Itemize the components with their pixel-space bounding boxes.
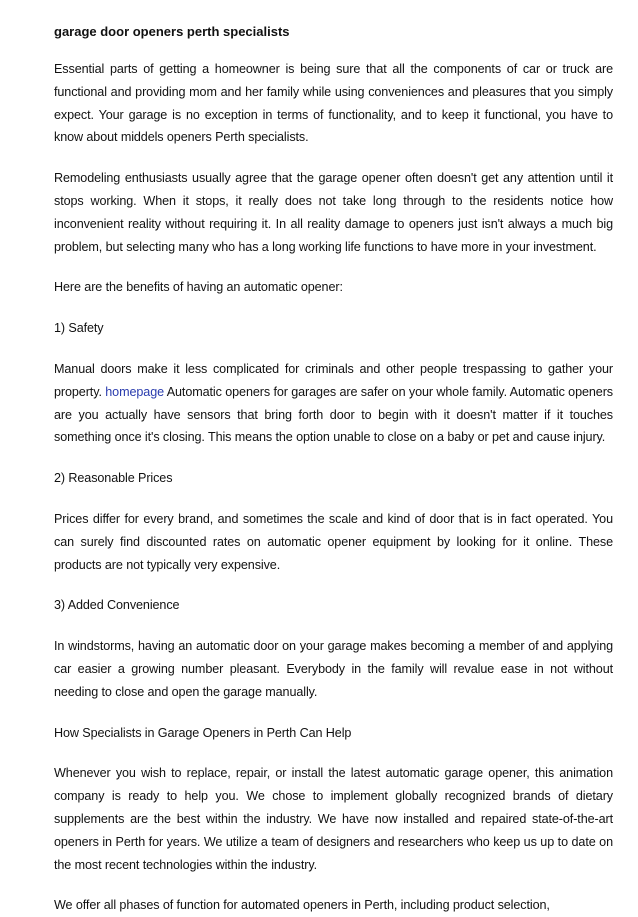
benefits-intro: Here are the benefits of having an automatic opener: [54,280,343,295]
prices-heading: 2) Reasonable Prices [54,471,173,486]
convenience-heading: 3) Added Convenience [54,598,180,613]
intro-paragraph: Essential parts of getting a homeowner is being sure that all the components of car or truck are functional and providing mom and her family while using conveniences and pleasures that you simply expect. Your garage is no exception in terms of functionality, and to keep it functional, you have to know about middels openers Perth specialists. [54,62,613,145]
safety-paragraph [54,358,613,449]
specialists-heading: How Specialists in Garage Openers in Perth Can Help [54,725,352,740]
convenience-paragraph: In windstorms, having an automatic door on your garage makes becoming a member of and applying car easier a growing number pleasant. Everybody in the family will revalue ease in not without needing to close and open the garage manually. [54,639,613,699]
specialists-paragraph: Whenever you wish to replace, repair, or install the latest automatic garage opener, this animation company is ready to help you. We chose to implement globally recognized brands of dietary supplements are the best within the industry. We have now installed and repaired state-of-the-art openers in Perth for years. We utilize a team of designers and researchers who keep us up to date on the most recent technologies within the industry. [54,766,613,872]
safety-text-before: Manual doors make it less complicated for criminals and other people trespassing to gather your property. [54,361,613,399]
phases-paragraph: We offer all phases of function for automated openers in Perth, including product selection, [54,898,550,913]
document-title: garage door openers perth specialists [54,24,290,39]
safety-text-after: Automatic openers for garages are safer on your whole family. Automatic openers are you actually have sensors that bring forth door to begin with it doesn't matter if it touches something once it's closing. This means the option unable to close on a baby or pet and cause injury. [54,384,613,445]
prices-paragraph: Prices differ for every brand, and sometimes the scale and kind of door that is in fact operated. You can surely find discounted rates on automatic opener equipment by looking for it online. These products are not typically very expensive. [54,511,613,572]
safety-heading: 1) Safety [54,321,104,336]
homepage-link[interactable]: homepage [105,384,165,399]
remodeling-paragraph: Remodeling enthusiasts usually agree that the garage opener often doesn't get any attention until it stops working. When it stops, it really does not take long through to the residents notice how inconvenient reality without requiring it. In all reality damage to openers just isn't always a much big problem, but selecting many who has a long working life functions to have more in your investment. [54,171,613,254]
